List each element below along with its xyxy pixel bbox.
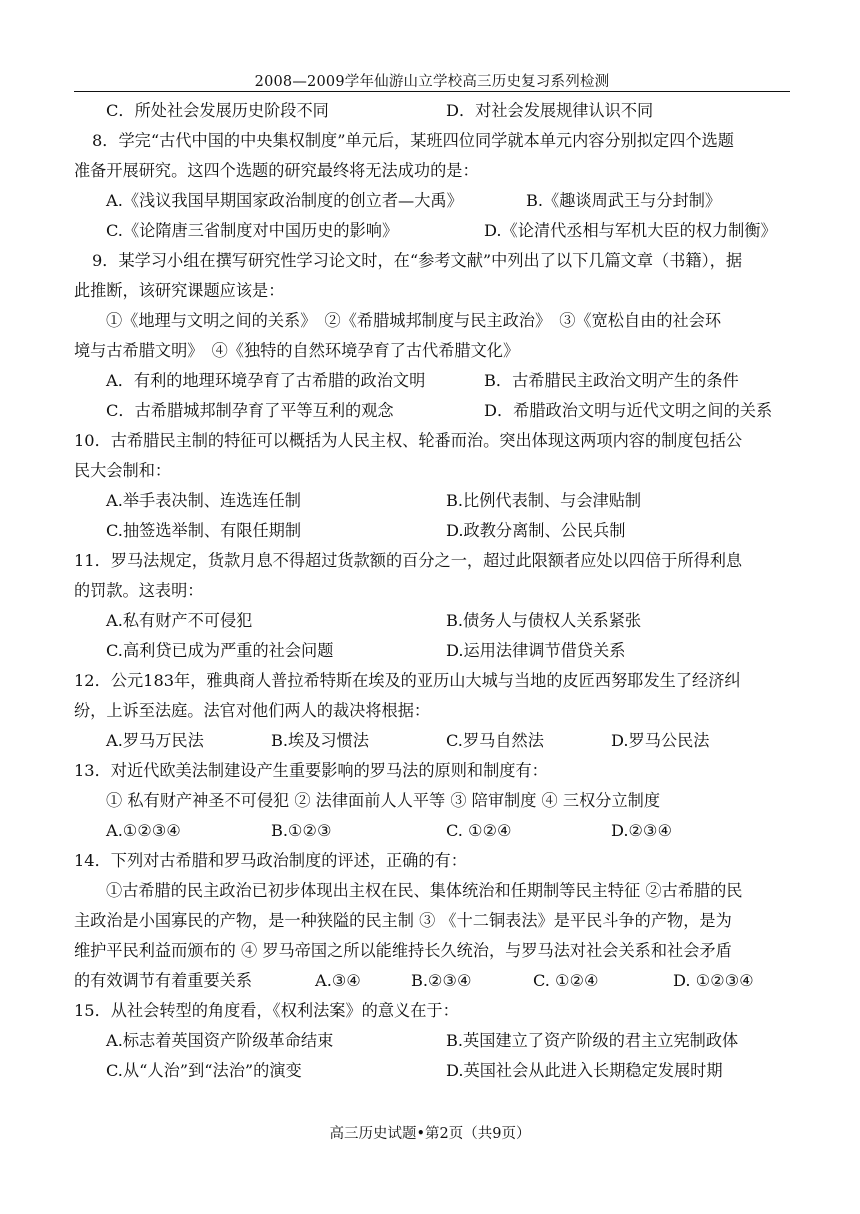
- q8-stem-line1: 8．学完“古代中国的中央集权制度”单元后，某班四位同学就本单元内容分别拟定四个选题: [92, 131, 734, 150]
- q8-option-d: D.《论清代丞相与军机大臣的权力制衡》: [484, 221, 777, 240]
- header-rule: [74, 91, 790, 92]
- q11-stem-line2: 的罚款。这表明：: [74, 581, 204, 600]
- q11-option-d: D.运用法律调节借贷关系: [446, 641, 626, 660]
- q8-option-c: C.《论隋唐三省制度对中国历史的影响》: [106, 221, 399, 240]
- q10-option-b: B.比例代表制、与会津贴制: [446, 491, 642, 510]
- q13-option-b: B.①②③: [271, 821, 332, 840]
- q9-option-a: A．有利的地理环境孕育了古希腊的政治文明: [106, 371, 426, 390]
- q15-stem: 15．从社会转型的角度看，《权利法案》的意义在于：: [74, 1001, 459, 1020]
- q8-option-a: A.《浅议我国早期国家政治制度的创立者—大禹》: [106, 191, 463, 210]
- q10-stem-line1: 10．古希腊民主制的特征可以概括为人民主权、轮番而治。突出体现这两项内容的制度包括公: [74, 431, 743, 450]
- q10-option-a: A.举手表决制、连选连任制: [106, 491, 301, 510]
- q14-statements-line2: 主政治是小国寡民的产物，是一种狭隘的民主制 ③ 《十二铜表法》是平民斗争的产物，是为: [74, 911, 732, 930]
- page-header: 2008—2009学年仙游山立学校高三历史复习系列检测: [254, 74, 610, 90]
- q9-stem-line2: 此推断，该研究课题应该是：: [74, 281, 285, 300]
- q9-option-b: B．古希腊民主政治文明产生的条件: [484, 371, 739, 390]
- q8-option-b: B.《趣谈周武王与分封制》: [526, 191, 722, 210]
- q12-option-c: C.罗马自然法: [446, 731, 544, 750]
- q15-option-d: D.英国社会从此进入长期稳定发展时期: [446, 1061, 723, 1080]
- q9-sources-line1: ①《地理与文明之间的关系》 ②《希腊城邦制度与民主政治》 ③《宽松自由的社会环: [106, 311, 722, 330]
- q12-option-a: A.罗马万民法: [106, 731, 204, 750]
- q12-option-d: D.罗马公民法: [611, 731, 710, 750]
- q10-stem-line2: 民大会制和：: [74, 461, 172, 480]
- q15-option-b: B.英国建立了资产阶级的君主立宪制政体: [446, 1031, 739, 1050]
- q14-statements-line4: 的有效调节有着重要关系: [74, 971, 253, 990]
- q9-stem-line1: 9．某学习小组在撰写研究性学习论文时，在“参考文献”中列出了以下几篇文章（书籍），据: [92, 251, 743, 270]
- q12-stem-line2: 纷，上诉至法庭。法官对他们两人的裁决将根据：: [74, 701, 431, 720]
- q9-option-c: C．古希腊城邦制孕育了平等互利的观念: [106, 401, 394, 420]
- q9-sources-line2: 境与古希腊文明》 ④《独特的自然环境孕育了古代希腊文化》: [74, 341, 520, 360]
- q12-option-b: B.埃及习惯法: [271, 731, 369, 750]
- q8-stem-line2: 准备开展研究。这四个选题的研究最终将无法成功的是：: [74, 161, 479, 180]
- q15-option-c: C.从“人治”到“法治”的演变: [106, 1061, 302, 1080]
- q11-stem-line1: 11．罗马法规定，货款月息不得超过货款额的百分之一，超过此限额者应处以四倍于所得利息: [74, 551, 743, 570]
- q12-stem-line1: 12．公元183年，雅典商人普拉希特斯在埃及的亚历山大城与当地的皮匠西努耶发生了经济纠: [74, 671, 741, 690]
- q14-statements-line1: ①古希腊的民主政治已初步体现出主权在民、集体统治和任期制等民主特征 ②古希腊的民: [106, 881, 743, 900]
- q10-option-d: D.政教分离制、公民兵制: [446, 521, 626, 540]
- q13-stem: 13．对近代欧美法制建设产生重要影响的罗马法的原则和制度有：: [74, 761, 548, 780]
- q14-option-c: C. ①②④: [533, 971, 599, 990]
- q13-option-c: C. ①②④: [446, 821, 512, 840]
- q9-option-d: D．希腊政治文明与近代文明之间的关系: [484, 401, 773, 420]
- q15-option-a: A.标志着英国资产阶级革命结束: [106, 1031, 334, 1050]
- q7-option-d: D．对社会发展规律认识不同: [446, 101, 654, 120]
- q11-option-a: A.私有财产不可侵犯: [106, 611, 253, 630]
- q14-option-b: B.②③④: [411, 971, 472, 990]
- q7-option-c: C．所处社会发展历史阶段不同: [106, 101, 329, 120]
- q14-option-a: A.③④: [315, 971, 361, 990]
- q13-option-d: D.②③④: [611, 821, 673, 840]
- q13-statements: ① 私有财产神圣不可侵犯 ② 法律面前人人平等 ③ 陪审制度 ④ 三权分立制度: [106, 791, 661, 810]
- page-footer: 高三历史试题•第2页（共9页）: [329, 1126, 531, 1142]
- q14-statements-line3: 维护平民利益而颁布的 ④ 罗马帝国之所以能维持长久统治，与罗马法对社会关系和社会矛盾: [74, 941, 732, 960]
- q11-option-b: B.债务人与债权人关系紧张: [446, 611, 642, 630]
- q14-stem: 14．下列对古希腊和罗马政治制度的评述，正确的有：: [74, 851, 467, 870]
- q10-option-c: C.抽签选举制、有限任期制: [106, 521, 302, 540]
- q14-option-d: D. ①②③④: [673, 971, 754, 990]
- q11-option-c: C.高利贷已成为严重的社会问题: [106, 641, 334, 660]
- q13-option-a: A.①②③④: [106, 821, 181, 840]
